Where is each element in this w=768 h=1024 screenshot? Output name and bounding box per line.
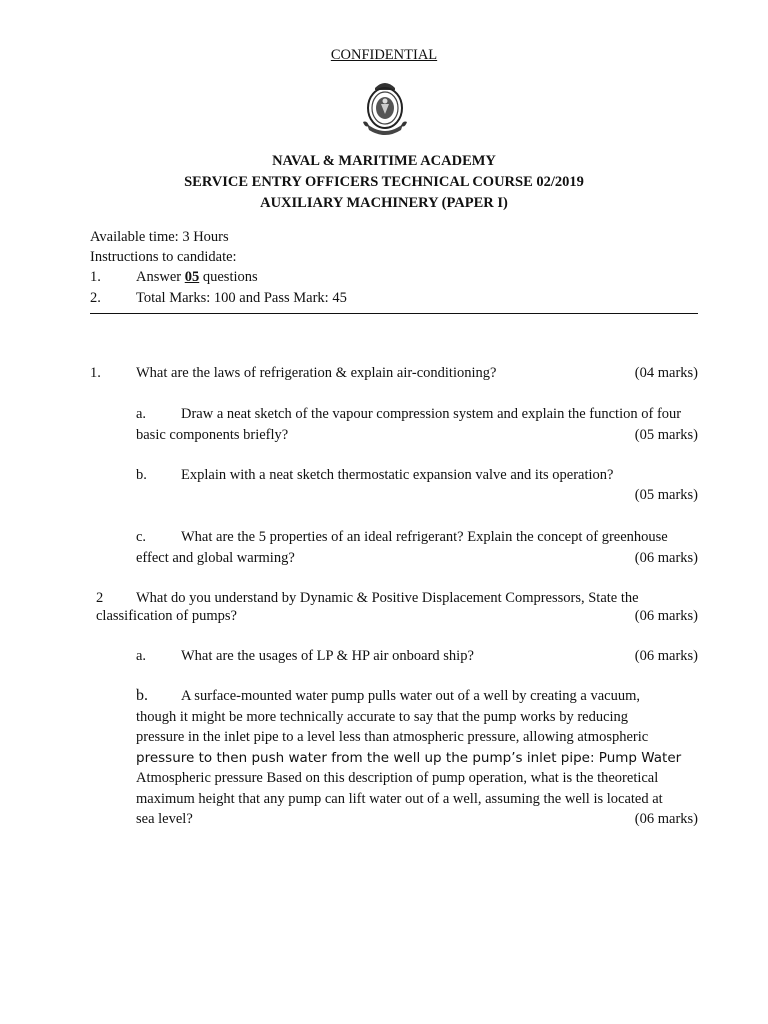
course-title: SERVICE ENTRY OFFICERS TECHNICAL COURSE 02/2019: [184, 174, 584, 190]
question-text: What do you understand by Dynamic & Positive Displacement Compressors, State the: [136, 590, 639, 606]
instruction-pre: Answer: [136, 269, 185, 285]
marks-label: (04 marks): [634, 365, 698, 381]
question-number: 2: [96, 590, 104, 606]
marks-label: (06 marks): [634, 811, 698, 827]
instruction-number: 2.: [90, 290, 101, 306]
marks-label: (05 marks): [634, 487, 698, 503]
header-divider: [90, 313, 698, 314]
instruction-number: 1.: [90, 269, 101, 285]
confidential-label: CONFIDENTIAL: [330, 47, 438, 63]
subquestion-text: maximum height that any pump can lift water out of a well, assuming the well is located at: [136, 791, 663, 807]
instructions-heading: Instructions to candidate:: [90, 249, 237, 265]
question-number: 1.: [90, 365, 101, 381]
subquestion-label: a.: [136, 406, 147, 422]
subquestion-text: Atmospheric pressure Based on this description of pump operation, what is the theoretical: [136, 770, 659, 786]
marks-label: (06 marks): [634, 608, 698, 624]
subquestion-text: A surface-mounted water pump pulls water out of a well by creating a vacuum,: [181, 688, 641, 704]
subquestion-text: effect and global warming?: [136, 550, 295, 566]
subquestion-label: b.: [136, 467, 147, 483]
subquestion-text: What are the usages of LP & HP air onboard ship?: [181, 648, 474, 664]
marks-label: (05 marks): [634, 427, 698, 443]
question-count: 05: [184, 269, 200, 285]
academy-title: NAVAL & MARITIME ACADEMY: [272, 153, 496, 169]
subquestion-text: pressure in the inlet pipe to a level less than atmospheric pressure, allowing atmospheric: [136, 729, 649, 745]
subquestion-label: c.: [136, 529, 147, 545]
paper-title: AUXILIARY MACHINERY (PAPER I): [260, 195, 508, 211]
academy-crest-icon: [361, 80, 409, 140]
question-text: What are the laws of refrigeration & explain air-conditioning?: [136, 365, 497, 381]
marks-label: (06 marks): [634, 648, 698, 664]
marks-label: (06 marks): [634, 550, 698, 566]
subquestion-text: basic components briefly?: [136, 427, 289, 443]
subquestion-label: b.: [136, 687, 148, 704]
subquestion-text: Draw a neat sketch of the vapour compression system and explain the function of four: [181, 406, 682, 422]
subquestion-text: Explain with a neat sketch thermostatic expansion valve and its operation?: [181, 467, 614, 483]
subquestion-text: What are the 5 properties of an ideal refrigerant? Explain the concept of greenhouse: [181, 529, 668, 545]
subquestion-label: a.: [136, 648, 147, 664]
instruction-post: questions: [199, 269, 258, 285]
instruction-text: Total Marks: 100 and Pass Mark: 45: [136, 290, 347, 306]
subquestion-text: though it might be more technically accurate to say that the pump works by reducing: [136, 709, 629, 725]
available-time: Available time: 3 Hours: [90, 229, 229, 245]
instruction-text: [136, 269, 258, 286]
subquestion-text: pressure to then push water from the well up the pump’s inlet pipe: Pump Water: [136, 750, 682, 766]
subquestion-text: sea level?: [136, 811, 193, 827]
question-text: classification of pumps?: [96, 608, 237, 624]
